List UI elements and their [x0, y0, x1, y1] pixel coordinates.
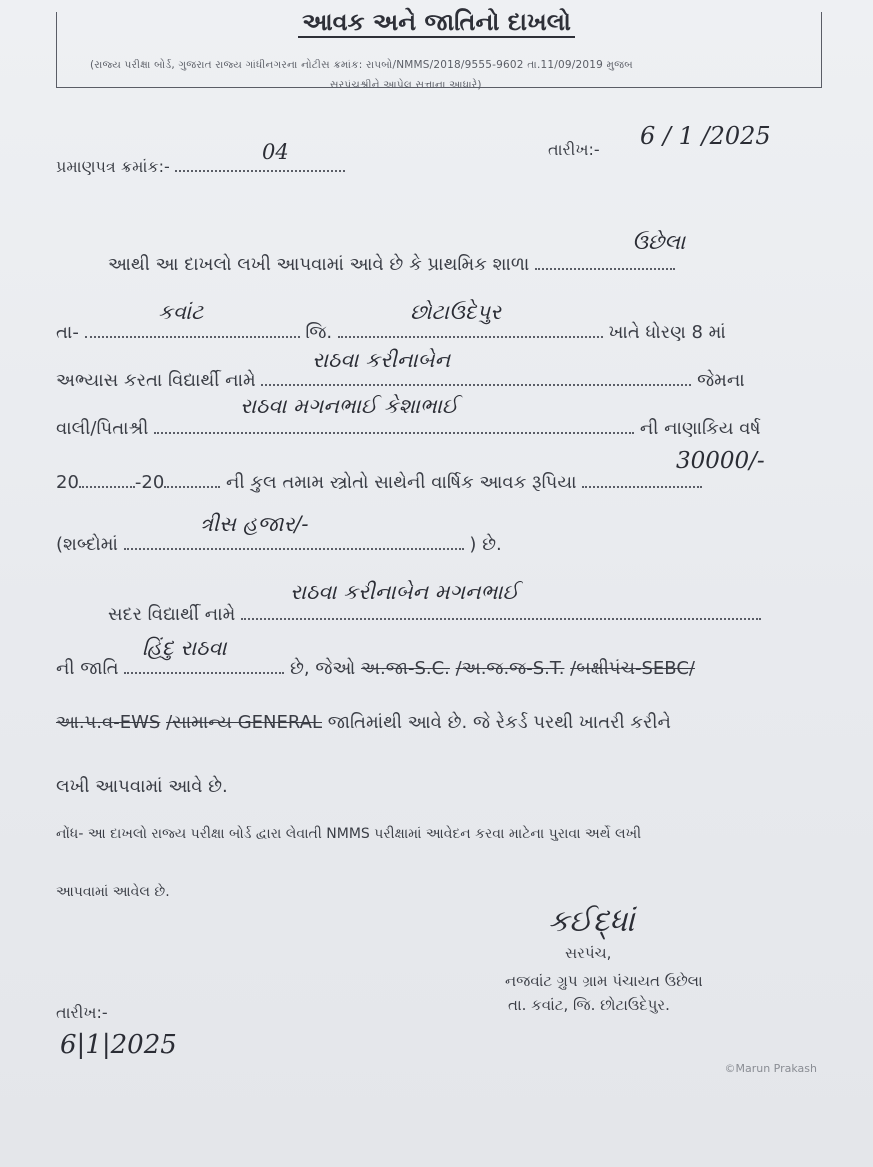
- reference-notice-2: સરપંચશ્રીને આપેલ સત્તાના આધારે): [330, 79, 482, 91]
- fy-end: -20: [134, 472, 165, 493]
- fy-start: 20: [56, 472, 79, 493]
- words-label: (શબ્દોમાં: [56, 534, 118, 555]
- category-general: /સામાન્ય GENERAL: [166, 712, 322, 733]
- document-title: આવક અને જાતિનો દાખલો: [0, 8, 873, 36]
- school-name-value: ઉછેલા: [632, 230, 686, 254]
- words-tail: ) છે.: [469, 534, 502, 555]
- line3-tail: જેમના: [697, 370, 745, 391]
- note-line-1: નોંધ- આ દાખલો રાજ્ય પરીક્ષા બોર્ડ દ્વારા લેવાતી NMMS પરીક્ષામાં આવેદન કરવા માટેના પુરાવા અર્થે લખી: [56, 826, 642, 842]
- line3-text: અભ્યાસ કરતા વિદ્યાર્થી નામે: [56, 370, 256, 391]
- income-value: 30000/-: [676, 448, 765, 474]
- taluka-value: કવાંટ: [158, 300, 204, 324]
- line8-mid: છે, જેઓ: [290, 658, 356, 679]
- cert-number-label: પ્રમાણપત્ર ક્રમાંક:-: [56, 157, 170, 176]
- district-label: જિ.: [305, 322, 333, 343]
- line1-text: આથી આ દાખલો લખી આપવામાં આવે છે કે પ્રાથમિક શાળા: [108, 254, 530, 275]
- body-line-1: [108, 250, 808, 275]
- district-value: છોટાઉદેપુર: [410, 300, 501, 324]
- line4-text: વાલી/પિતાશ્રી: [56, 418, 149, 439]
- line5-text: ની કુલ તમામ સ્ત્રોતો સાથેની વાર્ષિક આવક રૂપિયા: [226, 472, 577, 493]
- note-line-2: આપવામાં આવેલ છે.: [56, 884, 170, 900]
- cert-date-label: તારીખ:-: [548, 140, 600, 159]
- panchayat-stamp-line-2: તા. કવાંટ, જિ. છોટાઉદેપુર.: [508, 996, 670, 1014]
- income-words-value: ત્રીસ હજાર/-: [200, 512, 309, 536]
- parent-name-value: રાઠવા મગનભાઈ કેશાભાઈ: [240, 394, 459, 418]
- student-full-name-value: રાઠવા કરીનાબેન મગનભાઈ: [290, 580, 519, 604]
- line9-tail: જાતિમાંથી આવે છે. જે રેકર્ડ પરથી ખાતરી કરીને: [327, 712, 671, 733]
- category-sc: અ.જા-S.C.: [361, 658, 450, 679]
- footer-date-value: 6|1|2025: [60, 1030, 177, 1060]
- body-line-10: લખી આપવામાં આવે છે.: [56, 776, 228, 797]
- category-st: /અ.જ.જ-S.T.: [455, 658, 565, 679]
- line2-tail: ખાતે ધોરણ 8 માં: [608, 322, 726, 343]
- body-line-9: [56, 712, 836, 733]
- caste-value: હિંદુ રાઠવા: [142, 636, 227, 660]
- student-name-value: રાઠવા કરીનાબેન: [312, 348, 451, 372]
- line4-tail: ની નાણાકિય વર્ષ: [639, 418, 761, 439]
- category-sebc: /બક્ષીપંચ-SEBC/: [570, 658, 695, 679]
- body-line-6: [56, 530, 836, 555]
- caste-label: ની જાતિ: [56, 658, 119, 679]
- category-ews: આ.પ.વ-EWS: [56, 712, 161, 733]
- cert-number-value: 04: [262, 140, 289, 164]
- line7-text: સદર વિદ્યાર્થી નામે: [108, 604, 236, 625]
- cert-date-value: 6 / 1 /2025: [640, 122, 771, 150]
- panchayat-stamp-line-1: નજવાંટ ગ્રુપ ગ્રામ પંચાયત ઉછેલા: [505, 972, 703, 990]
- footer-date-label: તારીખ:-: [56, 1003, 108, 1022]
- sarpanch-signature: કઈદ્ધાં: [548, 904, 635, 939]
- reference-notice: (રાજ્ય પરીક્ષા બોર્ડ, ગુજરાત રાજ્ય ગાંધીનગરના નોટીસ ક્રમાંક: રાપબો/NMMS/2018/9555-9602 તા.11/09/2019 મુજબ: [90, 59, 633, 71]
- taluka-label: તા-: [56, 322, 79, 343]
- sarpanch-role: સરપંચ,: [565, 944, 612, 962]
- watermark: ©Marun Prakash: [724, 1062, 817, 1075]
